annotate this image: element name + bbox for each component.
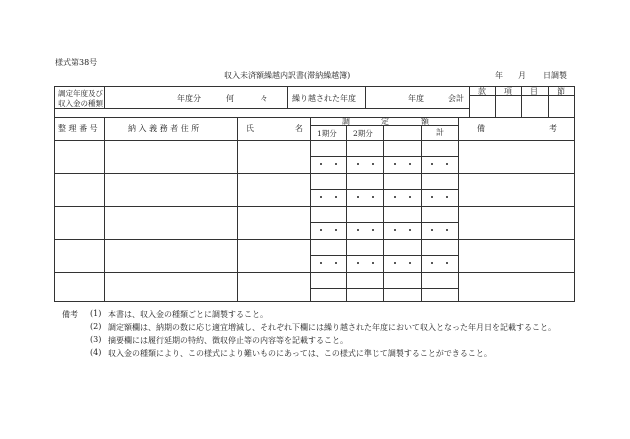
col-kei: 計 (436, 128, 444, 137)
col-ko: 考 (549, 124, 557, 133)
notes-label: 備考 (62, 310, 78, 319)
col-noinyu-gimusha-jusho: 納 入 義 務 者 住 所 (128, 124, 200, 133)
note-number: (1) (90, 309, 102, 318)
col-mei: 名 (295, 124, 303, 133)
nani-label: 何 (226, 94, 234, 103)
col-1kibun: 1期分 (317, 129, 337, 138)
date-dot (409, 196, 411, 198)
note-text: 摘要欄には履行延期の特約、徴収停止等の内容等を記載すること。 (108, 336, 348, 345)
col-bi: 備 (477, 124, 485, 133)
date-dot (320, 196, 322, 198)
date-dot (335, 262, 337, 264)
date-dot (409, 163, 411, 165)
date-dot (446, 229, 448, 231)
date-dot (431, 229, 433, 231)
budget-setsu: 節 (557, 87, 565, 96)
date-dot (394, 163, 396, 165)
date-dot (372, 262, 374, 264)
date-year: 年 (495, 71, 503, 80)
date-dot (320, 229, 322, 231)
note-number: (3) (90, 335, 102, 344)
form-number: 様式第38号 (55, 58, 98, 67)
header-label-line2: 収入金の種類 (58, 99, 103, 108)
date-dot (372, 163, 374, 165)
note-text: 本書は、収入金の種類ごとに調製すること。 (108, 310, 268, 319)
date-dot (446, 196, 448, 198)
date-dot (394, 262, 396, 264)
budget-moku: 目 (530, 87, 538, 96)
document-title: 収入未済額繰越内訳書(滞納繰越簿) (224, 71, 351, 80)
col-2kibun: 2期分 (353, 129, 373, 138)
date-day: 日調製 (543, 71, 567, 80)
date-dot (357, 262, 359, 264)
date-dot (431, 196, 433, 198)
date-dot (431, 262, 433, 264)
date-dot (335, 196, 337, 198)
header-label-line1: 調定年度及び (58, 89, 103, 98)
date-dot (431, 163, 433, 165)
col-tei: 定 (381, 117, 389, 126)
note-text: 調定額欄は、納期の数に応じ適宜増減し、それぞれ下欄には繰り越された年度において収入となった年月日を記載すること。 (108, 323, 556, 332)
budget-kan: 款 (478, 87, 486, 96)
date-dot (372, 229, 374, 231)
date-dot (409, 229, 411, 231)
col-gaku: 額 (421, 117, 429, 126)
date-dot (446, 262, 448, 264)
date-dot (320, 262, 322, 264)
date-dot (320, 163, 322, 165)
col-chotei: 調 (342, 117, 350, 126)
nani2-label: 々 (260, 94, 268, 103)
note-text: 収入金の種類により、この様式により難いものにあっては、この様式に準じて調製することができること。 (108, 349, 492, 358)
date-dot (357, 163, 359, 165)
date-dot (357, 196, 359, 198)
date-dot (372, 196, 374, 198)
date-month: 月 (518, 71, 526, 80)
date-dot (335, 163, 337, 165)
kaikei-label: 会計 (448, 94, 464, 103)
nendobun-label: 年度分 (177, 94, 201, 103)
note-number: (2) (90, 322, 102, 331)
date-dot (335, 229, 337, 231)
budget-ko: 項 (504, 87, 512, 96)
col-shi: 氏 (246, 124, 254, 133)
date-dot (357, 229, 359, 231)
col-seiri-bango: 整 理 番 号 (58, 124, 98, 133)
date-dot (394, 229, 396, 231)
date-dot (446, 163, 448, 165)
date-dot (409, 262, 411, 264)
date-dot (394, 196, 396, 198)
carryover-label: 繰り越された年度 (292, 94, 356, 103)
note-number: (4) (90, 348, 102, 357)
nendo-label: 年度 (408, 94, 424, 103)
